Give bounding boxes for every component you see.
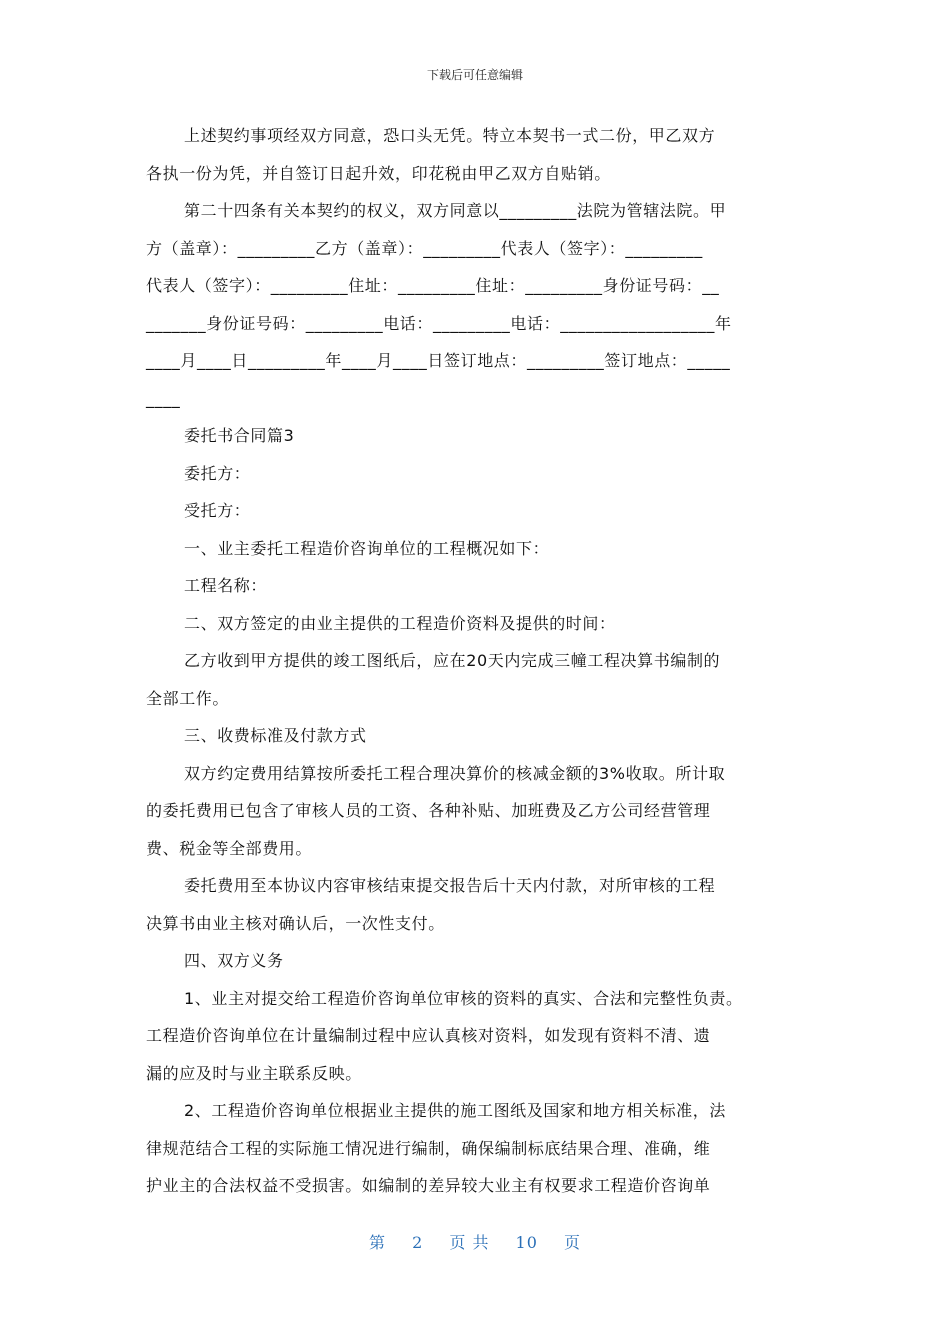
- header-note: 下载后可任意编辑: [426, 68, 523, 82]
- text-line: 各执一份为凭，并自签订日起升效，印花税由甲乙双方自贴销。: [146, 163, 611, 183]
- text-line: 三、收费标准及付款方式: [184, 726, 367, 745]
- text-line: ____: [146, 388, 181, 408]
- text-line: 委托费用至本协议内容审核结束提交报告后十天内付款，对所审核的工程: [184, 876, 716, 895]
- text-line: 二、双方签定的由业主提供的工程造价资料及提供的时间：: [184, 613, 616, 633]
- section-title: 委托书合同篇3: [184, 426, 295, 445]
- text-line: 委托方：: [184, 463, 251, 483]
- text-line: 四、双方义务: [184, 951, 284, 970]
- text-line: 律规范结合工程的实际施工情况进行编制，确保编制标底结果合理、准确，维: [146, 1138, 711, 1158]
- text-line: 护业主的合法权益不受损害。如编制的差异较大业主有权要求工程造价咨询单: [146, 1176, 711, 1195]
- text-line: 乙方收到甲方提供的竣工图纸后，应在20天内完成三幢工程决算书编制的: [184, 651, 721, 670]
- text-line: 受托方：: [184, 501, 251, 520]
- text-line: 漏的应及时与业主联系反映。: [146, 1063, 362, 1083]
- text-line: 方（盖章）：_________乙方（盖章）：_________代表人（签字）：_________: [146, 238, 703, 258]
- text-line: 上述契约事项经双方同意，恐口头无凭。特立本契书一式二份，甲乙双方: [184, 126, 716, 145]
- text-line: 全部工作。: [146, 688, 230, 708]
- text-line: 决算书由业主核对确认后，一次性支付。: [146, 913, 445, 933]
- text-line: 费、税金等全部费用。: [146, 838, 313, 858]
- total-page-number: 10: [515, 1233, 538, 1252]
- document-body: [146, 117, 806, 1205]
- text-line: ____月____日_________年____月____日签订地点：_________签订地点：_____: [146, 351, 731, 370]
- text-line: 工程名称：: [184, 576, 268, 595]
- text-line: 1、业主对提交给工程造价咨询单位审核的资料的真实、合法和完整性负责。: [184, 988, 743, 1008]
- footer-label-ye-gong: 页 共: [449, 1233, 490, 1252]
- footer-label-ye: 页: [564, 1233, 582, 1252]
- text-line: 的委托费用已包含了审核人员的工资、各种补贴、加班费及乙方公司经营管理: [146, 801, 711, 820]
- page-footer: [0, 1230, 950, 1253]
- current-page-number: 2: [412, 1233, 424, 1252]
- footer-label-di: 第: [368, 1233, 386, 1252]
- text-line: 一、业主委托工程造价咨询单位的工程概况如下：: [184, 538, 550, 558]
- text-line: 双方约定费用结算按所委托工程合理决算价的核减金额的3%收取。所计取: [184, 763, 726, 783]
- text-line: 代表人（签字）：_________住址：_________住址：_________身份证号码：__: [146, 276, 720, 295]
- text-line: 第二十四条有关本契约的权义，双方同意以_________法院为管辖法院。甲: [184, 201, 727, 220]
- text-line: 工程造价咨询单位在计量编制过程中应认真核对资料，如发现有资料不清、遗: [146, 1026, 711, 1045]
- text-line: _______身份证号码：_________电话：_________电话：__________________年: [146, 313, 732, 333]
- text-line: 2、工程造价咨询单位根据业主提供的施工图纸及国家和地方相关标准，法: [184, 1101, 726, 1120]
